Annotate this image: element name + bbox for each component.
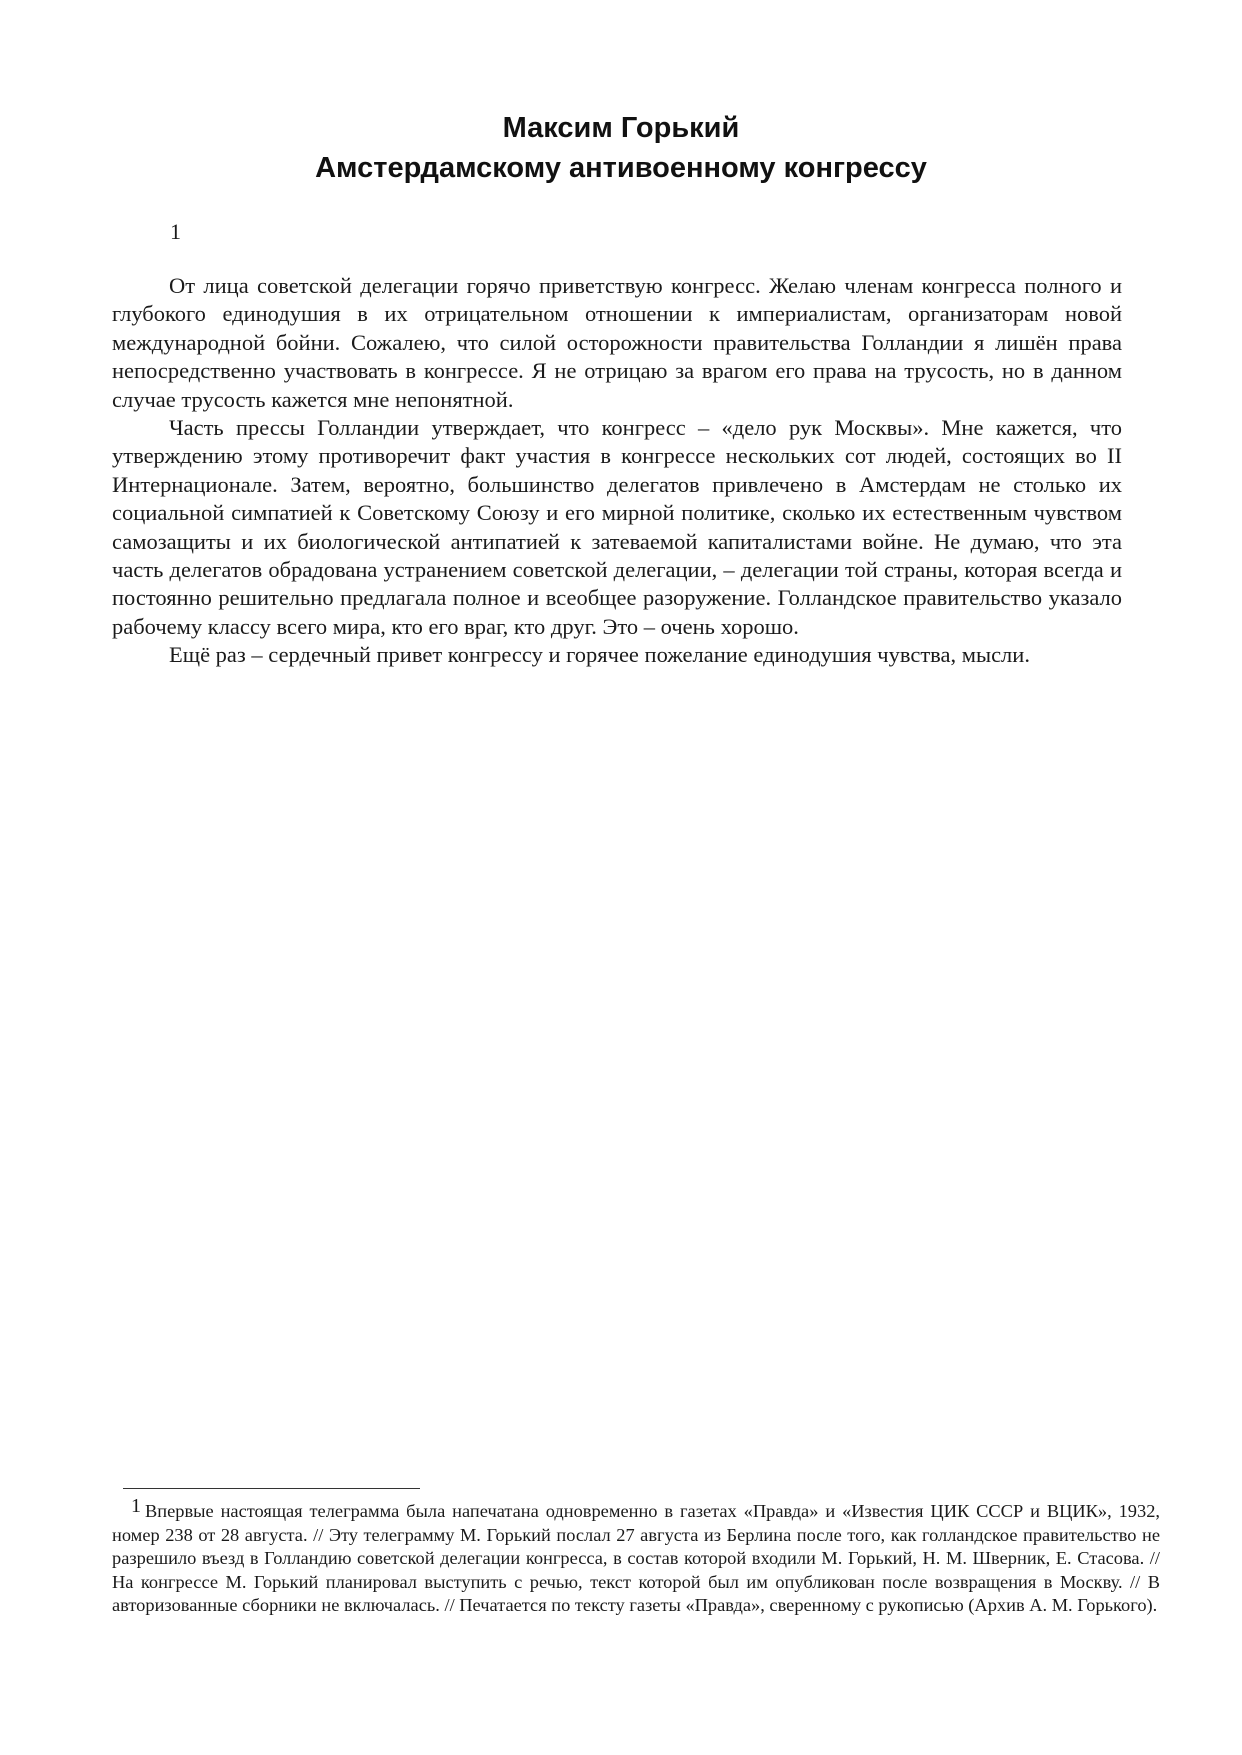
page-title: Амстердамскому антивоенному конгрессу: [315, 152, 927, 184]
footnote-divider: [123, 1488, 420, 1489]
footnote: [112, 1495, 1160, 1618]
body-text: [112, 272, 1122, 670]
author-name: Максим Горький: [502, 112, 740, 144]
paragraph: Часть прессы Голландии утверждает, что конгресс – «дело рук Москвы». Мне кажется, что утверждению этому противоречит факт участия в конгрессе нескольких сот людей, состоящих во II Интернационале. Затем, вероятно, большинство делегатов привлечено в Амстердам не столько их социальной симпатией к Советскому Союзу и его мирной политике, сколько их естественным чувством самозащиты и их биологической антипатией к затеваемой капиталистами войне. Не думаю, что эта часть делегатов обрадована устранением советской делегации, – делегации той страны, которая всегда и постоянно решительно предлагала полное и всеобщее разоружение. Голландское правительство указало рабочему классу всего мира, кто его враг, кто друг. Это – очень хорошо.: [112, 415, 1122, 639]
paragraph: От лица советской делегации горячо приветствую конгресс. Желаю членам конгресса полного и глубокого единодушия в их отрицательном отношении к империалистам, организаторам новой международной бойни. Сожалею, что силой осторожности правительства Голландии я лишён права непосредственно участвовать в конгрессе. Я не отрицаю за врагом его права на трусость, но в данном случае трусость кажется мне непонятной.: [112, 273, 1122, 412]
paragraph: Ещё раз – сердечный привет конгрессу и горячее пожелание единодушия чувства, мысли.: [169, 642, 1030, 668]
footnote-marker: 1: [131, 1495, 141, 1517]
section-number: 1: [170, 219, 181, 244]
footnote-text: Впервые настоящая телеграмма была напечатана одновременно в газетах «Правда» и «Известия ЦИК СССР и ВЦИК», 1932, номер 238 от 28 августа. // Эту телеграмму М. Горький послал 27 августа из Берлина после того, как голландское правительство не разрешило въезд в Голландию советской делегации конгресса, в состав которой входили М. Горький, Н. М. Шверник, Е. Стасова. // На конгрессе М. Горький планировал выступить с речью, текст которой был им опубликован после возвращения в Москву. // В авторизованные сборники не включалась. // Печатается по тексту газеты «Правда», сверенному с рукописью (Архив А. М. Горького).: [112, 1501, 1160, 1615]
